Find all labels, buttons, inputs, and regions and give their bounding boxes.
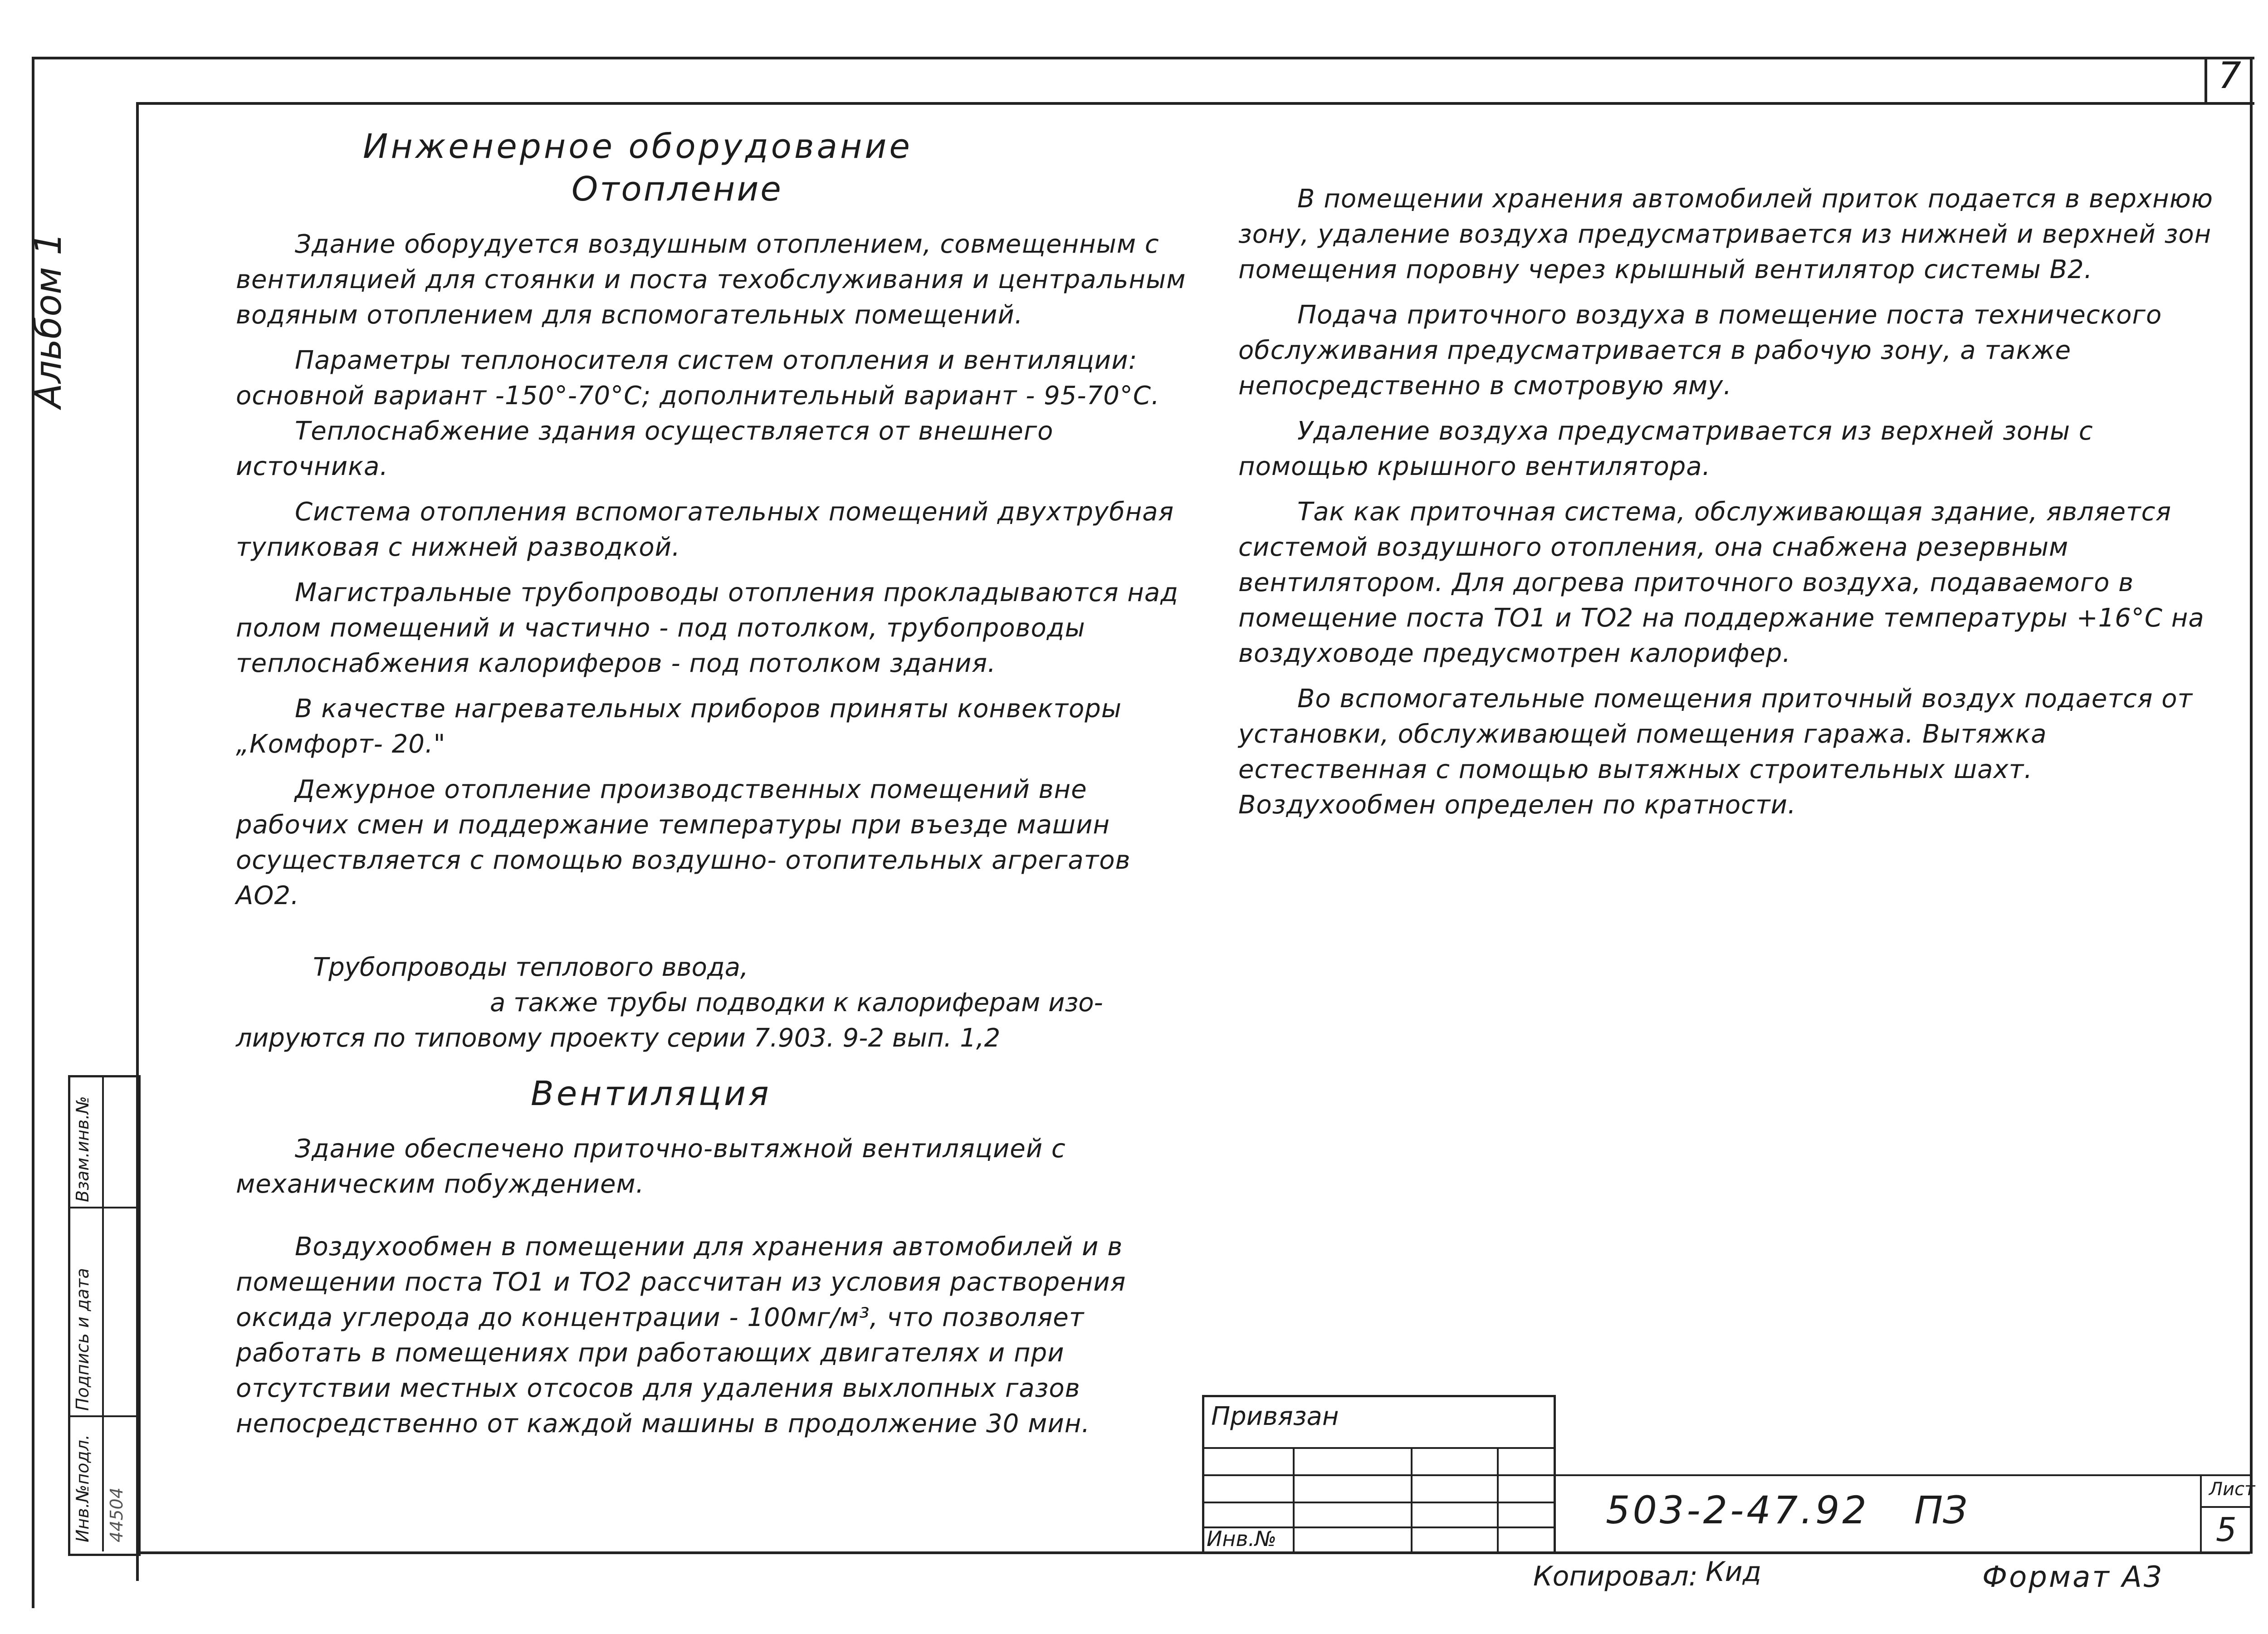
heating-paragraph: Магистральные трубопроводы отопления прокладываются над полом помещений и частично - под потолком, трубопроводы теплоснабжения калориферов - под потолком здания. xyxy=(236,578,1178,678)
pipes-line-2: а также трубы подводки к калориферам изо- xyxy=(490,988,1103,1018)
heading-ventilation: Вентиляция xyxy=(531,1074,772,1113)
footer-copied-sign: Кид xyxy=(1706,1556,1762,1588)
ventilation-paragraph: Здание обеспечено приточно-вытяжной вентиляцией с механическим побуждением. xyxy=(236,1134,1066,1199)
left-column xyxy=(236,127,1188,1452)
stamp-attached-label: Привязан xyxy=(1211,1402,1339,1431)
stamp-row-line-3 xyxy=(1202,1502,1556,1503)
footer-format-label: Формат А3 xyxy=(1982,1561,2164,1594)
sidebar-stamp-h1 xyxy=(68,1207,136,1208)
sidebar-inv-value: 44504 xyxy=(107,1487,127,1542)
stamp-top-border xyxy=(1202,1395,1556,1397)
heading-engineering: Инженерное оборудование xyxy=(363,127,913,166)
right-paragraph: Так как приточная система, обслуживающая здание, является системой воздушного отопления, она снабжена резервным вентилятором. Для догрева приточного воздуха, подаваемого в помещение поста ТО1 и ТО2 на поддержание температуры +16°С на воздуховоде предусмотрен калорифер. xyxy=(1238,497,2204,668)
stamp-inv-label: Инв.№ xyxy=(1207,1526,1277,1551)
stamp-doc-code: 503-2-47.92 xyxy=(1606,1488,1869,1532)
album-label: Альбом 1 xyxy=(27,232,69,408)
heating-paragraph: В качестве нагревательных приборов приняты конвекторы „Комфорт- 20." xyxy=(236,694,1122,759)
pipes-text xyxy=(236,985,1188,1056)
pipes-title: Трубопроводы теплового ввода, xyxy=(313,953,748,982)
sidebar-stamp-divider xyxy=(102,1075,104,1551)
stamp-sheet-h xyxy=(2200,1506,2250,1508)
page-number-box-left xyxy=(2204,57,2207,105)
right-column xyxy=(1238,181,2227,833)
heating-paragraph: Система отопления вспомогательных помещений двухтрубная тупиковая с нижней разводкой. xyxy=(236,497,1174,562)
pipes-line-3: лируются по типовому проекту серии 7.903. 9-2 вып. 1,2 xyxy=(236,1023,1001,1053)
sidebar-replace-label: Взам.инв.№ xyxy=(73,1096,93,1202)
heading-heating: Отопление xyxy=(572,170,783,209)
frame-bottom-line xyxy=(136,1551,2250,1554)
heating-paragraph: Здание оборудуется воздушным отоплением, совмещенным с вентиляцией для стоянки и поста техобслуживания и центральным водяным отоплением для вспомогательных помещений. xyxy=(236,230,1186,330)
right-paragraph: Подача приточного воздуха в помещение поста технического обслуживания предусматривается в рабочую зону, а также непосредственно в смотровую яму. xyxy=(1238,300,2162,401)
footer-copied-label: Копировал: xyxy=(1533,1561,1698,1592)
sidebar-sign-date-label: Подпись и дата xyxy=(73,1268,93,1411)
heating-paragraph: Дежурное отопление производственных помещений вне рабочих смен и поддержание температуры при въезде машин осуществляется с помощью воздушно- отопительных агрегатов АО2. xyxy=(236,775,1131,910)
stamp-sheet-label: Лист xyxy=(2209,1479,2255,1500)
page-number: 7 xyxy=(2218,54,2241,97)
sidebar-inv-label: Инв.№подл. xyxy=(73,1434,93,1542)
heating-paragraph: Теплоснабжение здания осуществляется от внешнего источника. xyxy=(236,416,1054,481)
stamp-col-line-1 xyxy=(1293,1447,1295,1554)
right-paragraph: Удаление воздуха предусматривается из верхней зоны с помощью крышного вентилятора. xyxy=(1238,416,2093,481)
stamp-row-line-2 xyxy=(1202,1474,2250,1476)
stamp-sheet-divider xyxy=(2200,1474,2202,1554)
frame-right-line xyxy=(2250,57,2253,1554)
ventilation-paragraph: Воздухообмен в помещении для хранения автомобилей и в помещении поста ТО1 и ТО2 рассчитан из условия растворения оксида углерода до концентрации - 100мг/м³, что позволяет работать в помещениях при работающих двигателях и при отсутствии местных отсосов для удаления выхлопных газов непосредственно от каждой машины в продолжение 30 мин. xyxy=(236,1232,1126,1438)
sidebar-stamp-h2 xyxy=(68,1415,136,1417)
stamp-col-line-3 xyxy=(1497,1447,1499,1554)
heating-paragraph: Параметры теплоносителя систем отопления и вентиляции: основной вариант -150°-70°С; дополнительный вариант - 95-70°С. xyxy=(236,346,1160,411)
stamp-sheet-number: 5 xyxy=(2216,1511,2237,1549)
stamp-row-line-1 xyxy=(1202,1447,1556,1449)
stamp-col-line-2 xyxy=(1411,1447,1413,1554)
stamp-doc-type: ПЗ xyxy=(1914,1488,1968,1532)
right-paragraph: В помещении хранения автомобилей приток подается в верхнюю зону, удаление воздуха предусматривается из нижней и верхней зон помещения поровну через крышный вентилятор системы В2. xyxy=(1238,184,2214,284)
frame-top-line xyxy=(32,57,2254,59)
frame-inner-top-line xyxy=(136,102,2254,105)
right-paragraph: Во вспомогательные помещения приточный воздух подается от установки, обслуживающей помещения гаража. Вытяжка естественная с помощью вытяжных строительных шахт. Воздухообмен определен по кратности. xyxy=(1238,684,2193,820)
